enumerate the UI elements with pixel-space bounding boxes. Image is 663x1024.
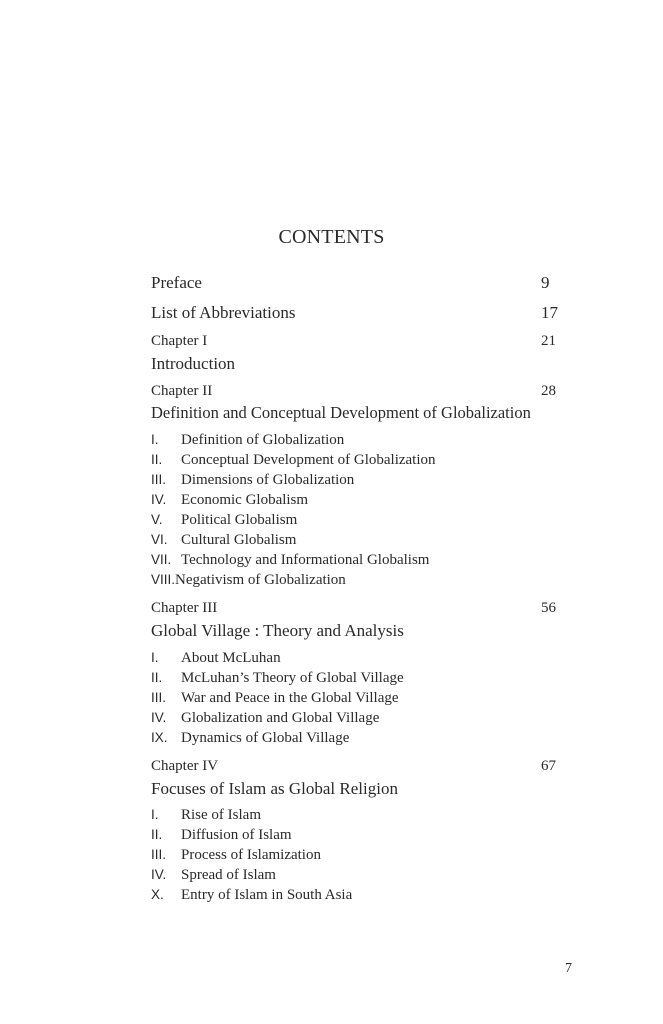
section-title: Dimensions of Globalization bbox=[181, 472, 355, 488]
section-entry bbox=[151, 710, 379, 727]
section-entry bbox=[151, 512, 297, 529]
section-entry bbox=[151, 572, 346, 589]
section-entry bbox=[151, 452, 436, 469]
section-entry bbox=[151, 690, 399, 707]
section-title: About McLuhan bbox=[181, 650, 281, 666]
section-title: Economic Globalism bbox=[181, 492, 309, 508]
toc-entry-preface: Preface bbox=[151, 273, 202, 292]
section-number: III. bbox=[151, 690, 167, 705]
section-number: VII. bbox=[151, 552, 172, 567]
section-entry bbox=[151, 472, 354, 489]
page-folio: 7 bbox=[565, 961, 572, 976]
chapter-page-number: 21 bbox=[541, 333, 556, 349]
section-title: Dynamics of Global Village bbox=[181, 730, 350, 746]
section-entry bbox=[151, 827, 292, 844]
page-number-abbreviations: 17 bbox=[541, 303, 558, 322]
section-title: Conceptual Development of Globalization bbox=[181, 452, 436, 468]
chapter-title: Definition and Conceptual Development of Globalization bbox=[151, 403, 531, 422]
section-number: III. bbox=[151, 472, 167, 487]
contents-heading: CONTENTS bbox=[278, 226, 385, 248]
section-title: Diffusion of Islam bbox=[181, 827, 292, 843]
section-entry bbox=[151, 650, 281, 667]
section-number: IV. bbox=[151, 867, 167, 882]
toc-entry-abbreviations: List of Abbreviations bbox=[151, 303, 296, 322]
section-number: IV. bbox=[151, 710, 167, 725]
section-number: V. bbox=[151, 512, 163, 527]
section-title: War and Peace in the Global Village bbox=[181, 690, 399, 706]
section-title: Entry of Islam in South Asia bbox=[181, 887, 353, 903]
section-number: VIII. bbox=[151, 572, 176, 587]
section-title: Globalization and Global Village bbox=[181, 710, 380, 726]
chapter-title: Global Village : Theory and Analysis bbox=[151, 621, 404, 640]
chapter-label: Chapter III bbox=[151, 600, 218, 616]
section-number: II. bbox=[151, 670, 163, 685]
section-entry bbox=[151, 847, 321, 864]
section-number: III. bbox=[151, 847, 167, 862]
section-title: Process of Islamization bbox=[181, 847, 321, 863]
section-number: IX. bbox=[151, 730, 168, 745]
section-entry bbox=[151, 670, 404, 687]
section-entry bbox=[151, 552, 429, 569]
section-entry bbox=[151, 807, 261, 824]
section-number: I. bbox=[151, 650, 159, 665]
section-title: Cultural Globalism bbox=[181, 532, 297, 548]
section-number: II. bbox=[151, 452, 163, 467]
page-number-preface: 9 bbox=[541, 273, 550, 292]
section-entry bbox=[151, 532, 296, 549]
section-entry bbox=[151, 867, 276, 884]
section-entry bbox=[151, 887, 352, 904]
section-entry bbox=[151, 432, 344, 449]
section-number: VI. bbox=[151, 532, 168, 547]
section-title: Rise of Islam bbox=[181, 807, 261, 823]
chapter-label: Chapter II bbox=[151, 383, 213, 399]
section-title: Definition of Globalization bbox=[181, 432, 345, 448]
section-title: Spread of Islam bbox=[181, 867, 276, 883]
chapter-label: Chapter IV bbox=[151, 758, 219, 774]
section-entry bbox=[151, 492, 308, 509]
chapter-page-number: 28 bbox=[541, 383, 556, 399]
chapter-page-number: 67 bbox=[541, 758, 556, 774]
chapter-title: Introduction bbox=[151, 354, 236, 373]
chapter-title: Focuses of Islam as Global Religion bbox=[151, 779, 398, 798]
section-number: I. bbox=[151, 432, 159, 447]
section-title: McLuhan’s Theory of Global Village bbox=[181, 670, 404, 686]
chapter-label: Chapter I bbox=[151, 333, 208, 349]
section-number: X. bbox=[151, 887, 164, 902]
section-number: IV. bbox=[151, 492, 167, 507]
section-title: Political Globalism bbox=[181, 512, 298, 528]
section-title: Negativism of Globalization bbox=[175, 572, 346, 588]
section-number: I. bbox=[151, 807, 159, 822]
section-number: II. bbox=[151, 827, 163, 842]
section-title: Technology and Informational Globalism bbox=[181, 552, 430, 568]
section-entry bbox=[151, 730, 349, 747]
chapter-page-number: 56 bbox=[541, 600, 556, 616]
